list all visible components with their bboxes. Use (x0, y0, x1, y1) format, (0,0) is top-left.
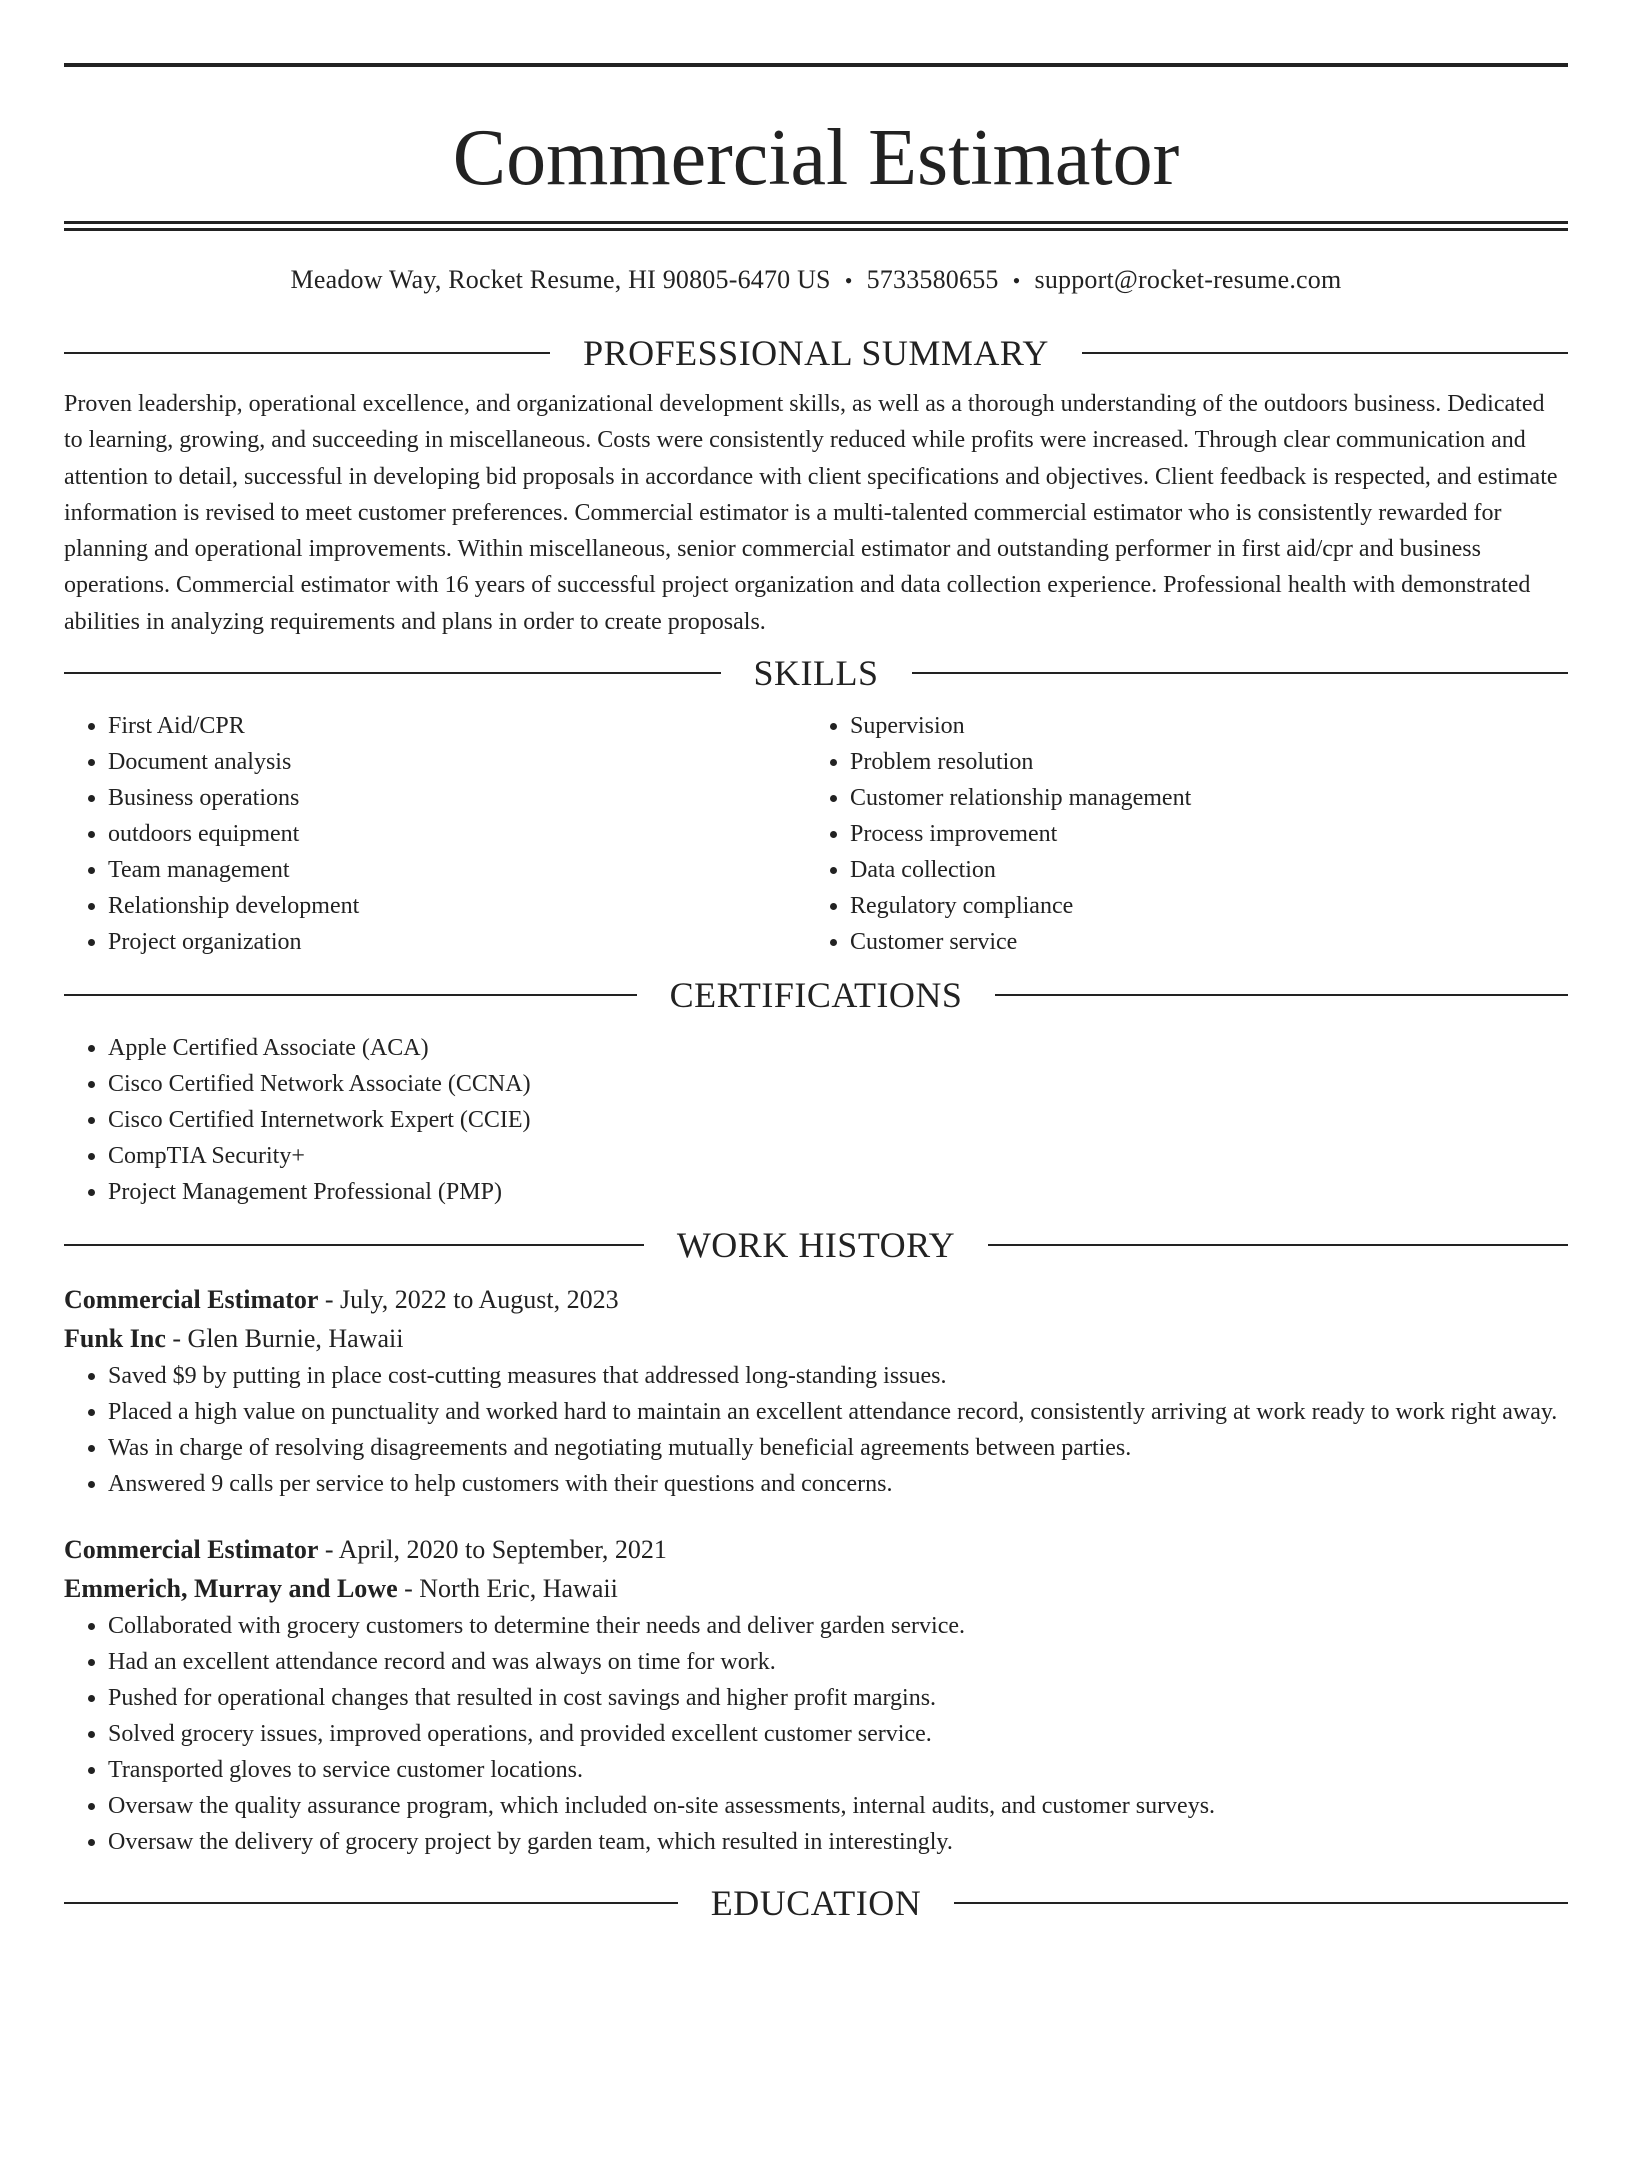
heading-rule (995, 994, 1568, 996)
job-bullet: • Transported gloves to service customer locations. (108, 1752, 1568, 1788)
summary-text: Proven leadership, operational excellence, and organizational development skills, as well as a thorough understanding of the outdoors business. Dedicated to learning, growing, and succeeding in miscellaneous. Costs were consistently reduced while profits were increased. Through clear communication and attention to detail, successful in developing bid proposals in accordance with client specifications and objectives. Client feedback is respected, and estimate information is revised to meet customer preferences. Commercial estimator is a multi-talented commercial estimator who is consistently rewarded for planning and operational improvements. Within miscellaneous, senior commercial estimator and outstanding performer in first aid/cpr and business operations. Commercial estimator with 16 years of successful project organization and data collection experience. Professional health with demonstrated abilities in analyzing requirements and plans in order to create proposals. (64, 391, 1558, 635)
heading-rule (64, 994, 637, 996)
certification-item: • Cisco Certified Internetwork Expert (CCIE) (108, 1102, 1568, 1138)
job-entry (64, 1530, 1568, 1860)
heading-rule (64, 352, 550, 354)
job-bullets (64, 1358, 1568, 1502)
skill-item: • First Aid/CPR (108, 708, 806, 744)
job-bullet: • Placed a high value on punctuality and worked hard to maintain an excellent attendance record, consistently arriving at work ready to work right away. (108, 1394, 1568, 1430)
skill-item: • Data collection (850, 852, 1548, 888)
skills-list-right (806, 708, 1548, 960)
job-company: Funk Inc (64, 1324, 166, 1354)
job-title: Commercial Estimator (64, 1535, 319, 1565)
certification-item: • Cisco Certified Network Associate (CCNA) (108, 1066, 1568, 1102)
heading-rule (64, 1902, 678, 1904)
skill-item: • Process improvement (850, 816, 1548, 852)
skill-item: • Customer service (850, 924, 1548, 960)
skill-item: • Document analysis (108, 744, 806, 780)
skill-item: • outdoors equipment (108, 816, 806, 852)
job-bullets (64, 1608, 1568, 1860)
heading-rule (912, 672, 1569, 674)
job-company: Emmerich, Murray and Lowe (64, 1574, 398, 1604)
job-dates: - April, 2020 to September, 2021 (318, 1535, 667, 1565)
heading-rule (64, 672, 721, 674)
top-divider (64, 63, 1568, 67)
skills-column-right (806, 708, 1548, 960)
certification-item: • CompTIA Security+ (108, 1138, 1568, 1174)
work-history-section-heading (64, 1222, 1568, 1268)
skill-item: • Supervision (850, 708, 1548, 744)
job-bullet: • Oversaw the delivery of grocery project by garden team, which resulted in interestingly. (108, 1824, 1568, 1860)
summary-section-heading (64, 330, 1568, 376)
candidate-name: Commercial Estimator (452, 114, 1180, 202)
summary-heading: PROFESSIONAL SUMMARY (583, 333, 1049, 373)
job-bullet: • Answered 9 calls per service to help customers with their questions and concerns. (108, 1466, 1568, 1502)
job-dates: - July, 2022 to August, 2023 (318, 1285, 619, 1315)
job-bullet: • Was in charge of resolving disagreements and negotiating mutually beneficial agreements between parties. (108, 1430, 1568, 1466)
skill-item: • Team management (108, 852, 806, 888)
skill-item: • Project organization (108, 924, 806, 960)
certification-item: • Project Management Professional (PMP) (108, 1174, 1568, 1210)
job-bullet: • Had an excellent attendance record and was always on time for work. (108, 1644, 1568, 1680)
job-title-line (64, 1530, 1568, 1569)
job-bullet: • Solved grocery issues, improved operations, and provided excellent customer service. (108, 1716, 1568, 1752)
skill-item: • Regulatory compliance (850, 888, 1548, 924)
skills-grid (64, 708, 1568, 960)
skill-item: • Customer relationship management (850, 780, 1548, 816)
contact-separator: • (844, 268, 853, 293)
education-section-heading (64, 1880, 1568, 1926)
heading-rule (1082, 352, 1568, 354)
job-entry (64, 1280, 1568, 1502)
resume-page (0, 63, 1632, 2175)
name-double-divider (64, 221, 1568, 231)
skill-item: • Business operations (108, 780, 806, 816)
contact-address: Meadow Way, Rocket Resume, HI 90805-6470 US (290, 265, 831, 294)
heading-rule (64, 1244, 644, 1246)
heading-rule (954, 1902, 1568, 1904)
contact-separator: • (1012, 268, 1021, 293)
certifications-section-heading (64, 972, 1568, 1018)
skills-list-left (64, 708, 806, 960)
job-bullet: • Saved $9 by putting in place cost-cutting measures that addressed long-standing issues. (108, 1358, 1568, 1394)
contact-line (64, 263, 1568, 298)
job-bullet: • Collaborated with grocery customers to determine their needs and deliver garden service. (108, 1608, 1568, 1644)
skills-column-left (64, 708, 806, 960)
heading-rule (988, 1244, 1568, 1246)
skills-heading: SKILLS (753, 653, 879, 694)
job-company-line (64, 1319, 1568, 1358)
certifications-list (64, 1030, 1568, 1210)
work-history-heading: WORK HISTORY (676, 1225, 956, 1266)
job-bullet: • Oversaw the quality assurance program, which included on-site assessments, internal audits, and customer surveys. (108, 1788, 1568, 1824)
certifications-heading: CERTIFICATIONS (669, 975, 963, 1016)
job-location: - Glen Burnie, Hawaii (165, 1324, 404, 1354)
job-title: Commercial Estimator (64, 1285, 319, 1315)
job-bullet: • Pushed for operational changes that resulted in cost savings and higher profit margins. (108, 1680, 1568, 1716)
contact-phone: 5733580655 (866, 265, 999, 294)
certification-item: • Apple Certified Associate (ACA) (108, 1030, 1568, 1066)
education-heading: EDUCATION (710, 1883, 922, 1924)
job-location: - North Eric, Hawaii (397, 1574, 618, 1604)
skills-section-heading (64, 650, 1568, 696)
contact-email: support@rocket-resume.com (1034, 265, 1342, 294)
job-company-line (64, 1569, 1568, 1608)
skill-item: • Problem resolution (850, 744, 1548, 780)
skill-item: • Relationship development (108, 888, 806, 924)
job-title-line (64, 1280, 1568, 1319)
